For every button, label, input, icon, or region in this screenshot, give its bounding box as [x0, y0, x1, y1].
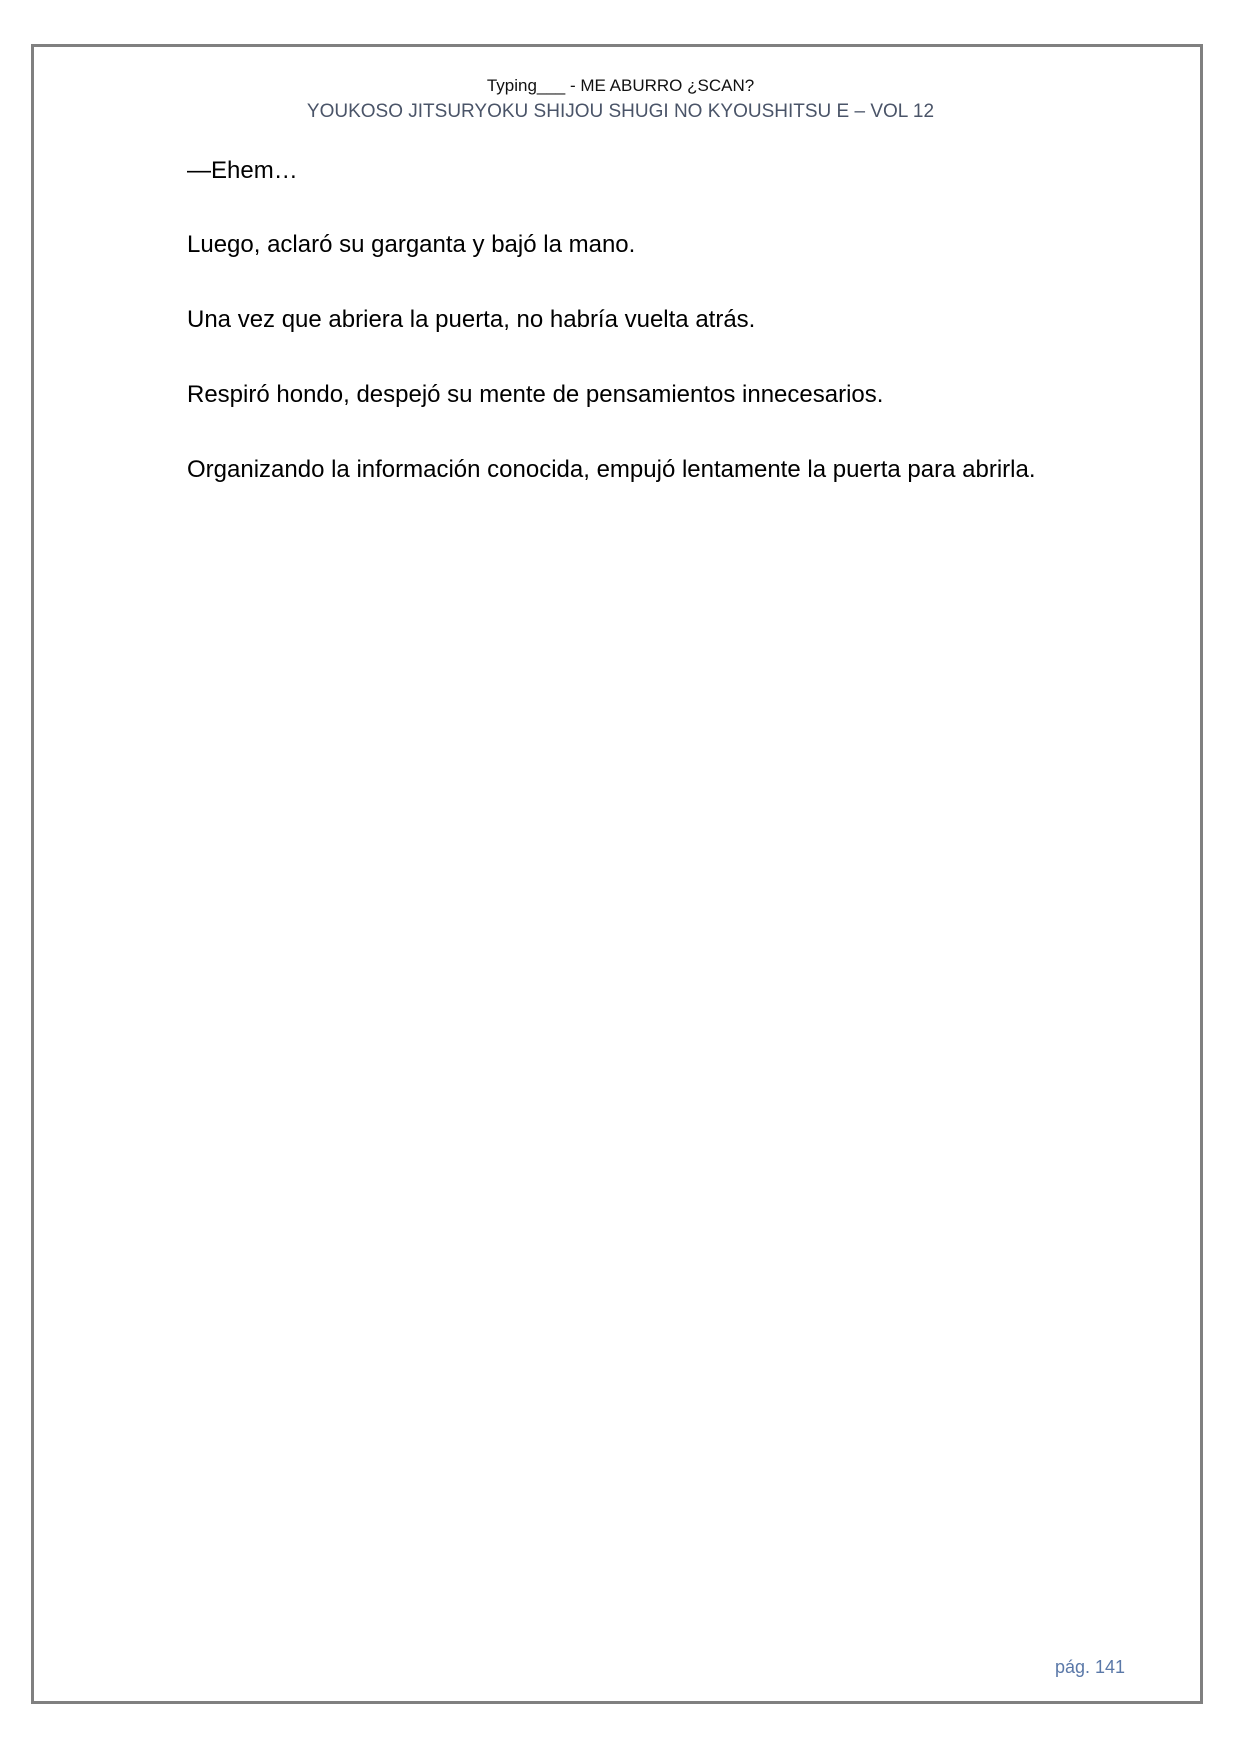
paragraph: Organizando la información conocida, empujó lentamente la puerta para abrirla.: [187, 456, 1036, 483]
page-border: [31, 44, 1203, 1704]
header-credit: Typing___ - ME ABURRO ¿SCAN?: [486, 76, 755, 95]
header-title: YOUKOSO JITSURYOKU SHIJOU SHUGI NO KYOUSHITSU E – VOL 12: [306, 101, 935, 122]
paragraph: —Ehem…: [187, 157, 298, 184]
page-number: pág. 141: [1055, 1657, 1126, 1677]
paragraph: Respiró hondo, despejó su mente de pensamientos innecesarios.: [187, 381, 884, 408]
paragraph: Una vez que abriera la puerta, no habría vuelta atrás.: [187, 306, 756, 333]
paragraph: Luego, aclaró su garganta y bajó la mano.: [187, 231, 636, 258]
